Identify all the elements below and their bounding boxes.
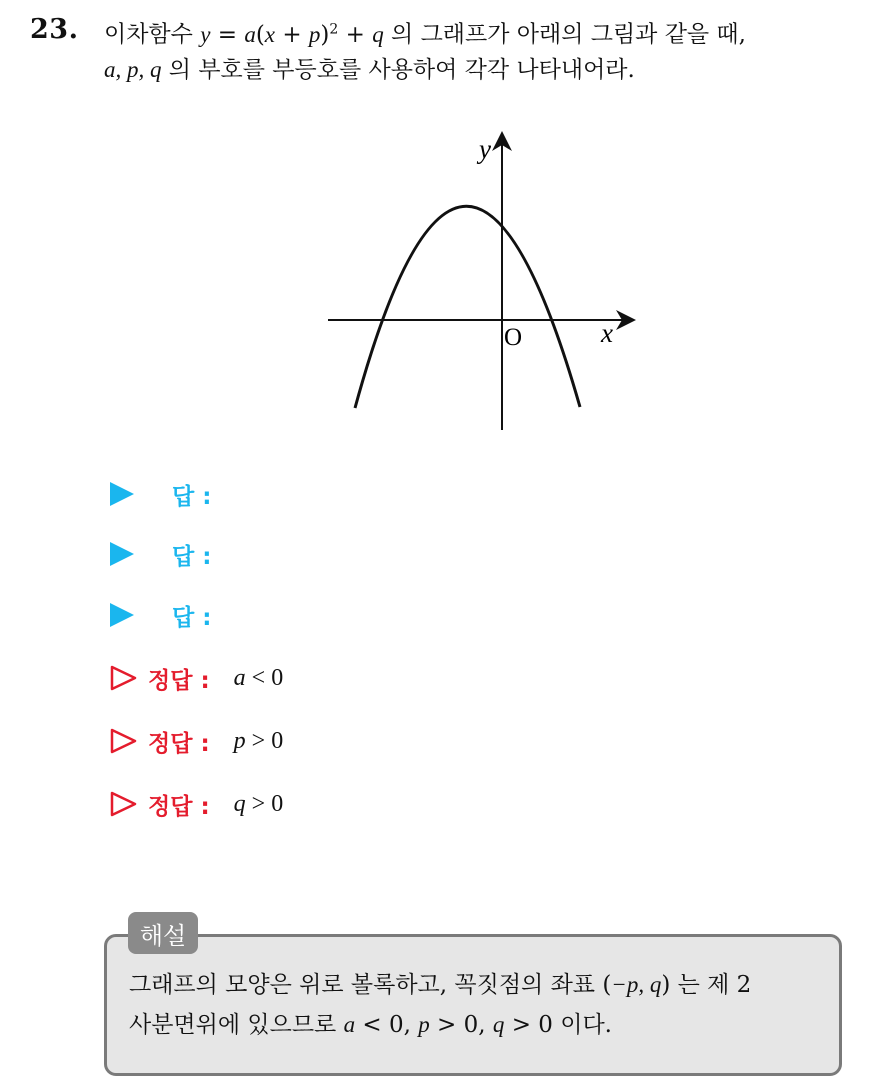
correct-answer-label: 정답 : [148,667,210,694]
question-line2-suffix: 의 부호를 부등호를 사용하여 각각 나타내어라. [161,57,635,83]
play-outline-icon [110,665,138,691]
answer-row [110,537,211,571]
x-axis-label: x [601,318,613,348]
play-outline-icon [110,728,138,754]
correct-answer-row [110,787,283,821]
answer-label: 답 : [172,604,212,631]
question-prefix: 이차함수 [104,21,193,48]
correct-answer-label: 정답 : [148,793,210,820]
y-axis-label: y [479,134,491,164]
origin-label: O [504,324,523,351]
correct-answer-value: a < 0 [233,664,284,691]
answer-row [110,598,211,632]
question-formula: $y = a(x + p)^2 + q$ [200,21,384,48]
answer-label: 답 : [172,543,212,570]
play-icon [110,482,134,506]
question-number: 23. [30,14,79,45]
solution-box [104,934,842,1076]
correct-answer-value: q > 0 [233,790,284,817]
play-outline-icon [110,791,138,817]
correct-answer-label: 정답 : [148,730,210,757]
answer-row [110,477,211,511]
question-suffix: 의 그래프가 아래의 그림과 같을 때, [383,21,746,48]
question-line-2 [104,55,635,85]
solution-tag: 해설 [128,912,198,954]
answer-label: 답 : [172,483,212,510]
solution-line-2: 사분면위에 있으므로 a < 0, p > 0, q > 0 이다. [129,1012,612,1038]
correct-answer-row [110,661,283,695]
parabola-graph [320,125,640,435]
question-line-1 [104,14,746,50]
correct-answer-row [110,724,283,758]
play-icon [110,603,134,627]
correct-answer-value: p > 0 [233,727,284,754]
question-vars: a, p, q [104,57,162,82]
solution-line-1: 그래프의 모양은 위로 볼록하고, 꼭짓점의 좌표 (−p, q) 는 제 2 [129,972,752,998]
play-icon [110,542,134,566]
solution-text [129,965,751,1045]
parabola-curve [355,206,580,408]
